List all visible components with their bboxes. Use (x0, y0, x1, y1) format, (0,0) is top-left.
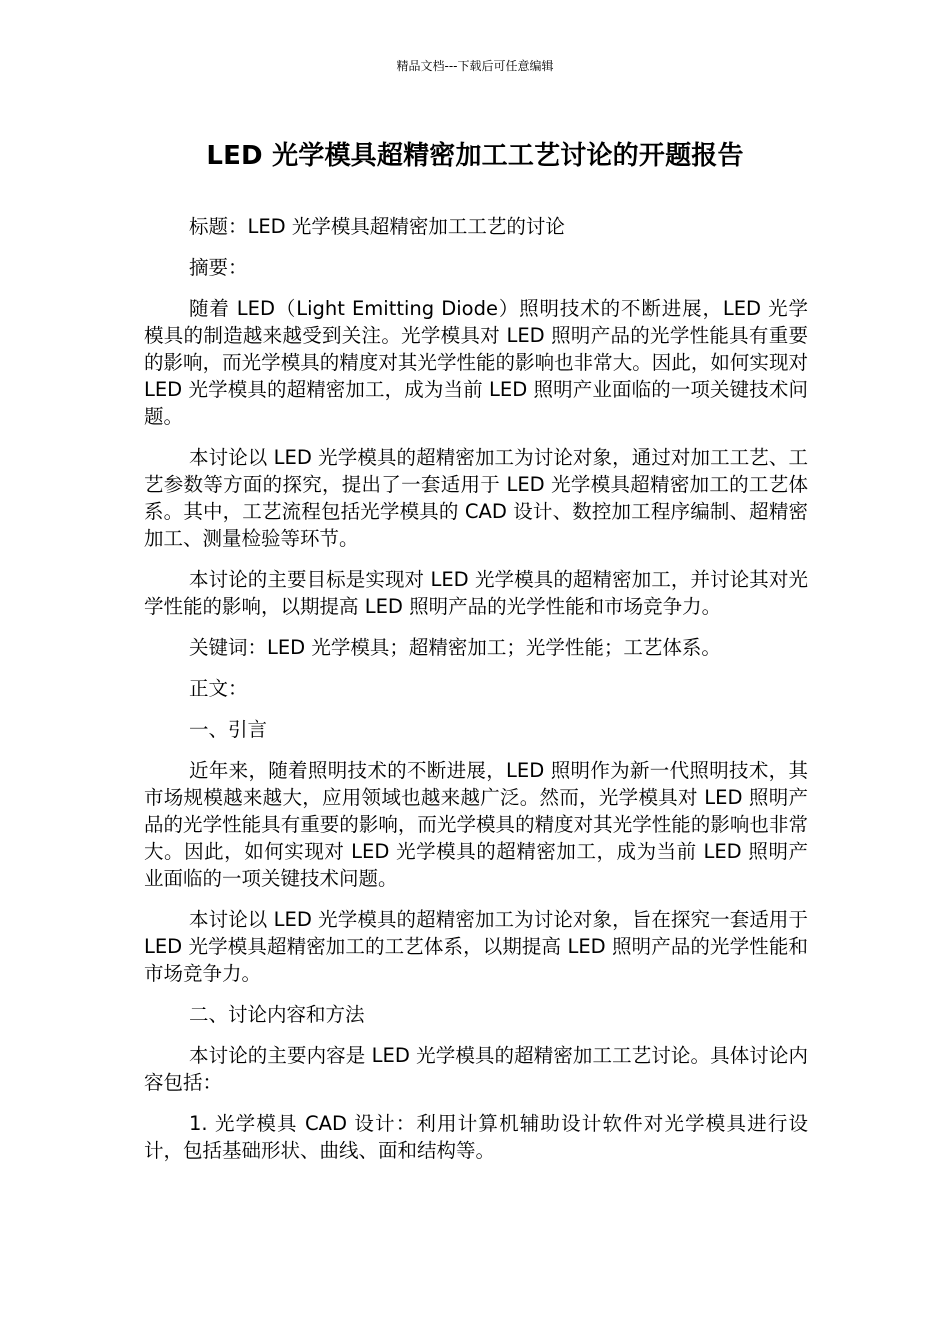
subject-line: 标题：LED 光学模具超精密加工工艺的讨论 (189, 215, 565, 238)
document-body (144, 213, 808, 1178)
keywords-line: 关键词：LED 光学模具；超精密加工；光学性能；工艺体系。 (189, 636, 721, 659)
body-paragraph: 本讨论以 LED 光学模具的超精密加工为讨论对象，旨在探究一套适用于 LED 光学模具超精密加工的工艺体系，以期提高 LED 照明产品的光学性能和市场竞争力。 (144, 908, 808, 985)
body-paragraph: 近年来，随着照明技术的不断进展，LED 照明作为新一代照明技术，其市场规模越来越大，应用领域也越来越广泛。然而，光学模具对 LED 照明产品的光学性能具有重要的影响，而光学模具的精度对其光学性能的影响也非常大。因此，如何实现对 LED 光学模具的超精密加工，成为当前 LED 照明产业面临的一项关键技术问题。 (144, 759, 808, 890)
section-heading: 二、讨论内容和方法 (189, 1003, 365, 1026)
body-paragraph: 本讨论的主要内容是 LED 光学模具的超精密加工工艺讨论。具体讨论内容包括： (144, 1044, 808, 1094)
body-heading: 正文： (189, 677, 248, 700)
abstract-paragraph: 本讨论以 LED 光学模具的超精密加工为讨论对象，通过对加工工艺、工艺参数等方面的探究，提出了一套适用于 LED 光学模具超精密加工的工艺体系。其中，工艺流程包括光学模具的 CAD 设计、数控加工程序编制、超精密加工、测量检验等环节。 (144, 446, 808, 550)
list-item: 1. 光学模具 CAD 设计：利用计算机辅助设计软件对光学模具进行设计，包括基础形状、曲线、面和结构等。 (144, 1112, 808, 1162)
document-title: LED 光学模具超精密加工工艺讨论的开题报告 (206, 141, 744, 171)
abstract-heading: 摘要： (189, 256, 248, 279)
abstract-paragraph: 随着 LED（Light Emitting Diode）照明技术的不断进展，LED 光学模具的制造越来越受到关注。光学模具对 LED 照明产品的光学性能具有重要的影响，而光学模具的精度对其光学性能的影响也非常大。因此，如何实现对 LED 光学模具的超精密加工，成为当前 LED 照明产业面临的一项关键技术问题。 (144, 297, 808, 428)
abstract-paragraph: 本讨论的主要目标是实现对 LED 光学模具的超精密加工，并讨论其对光学性能的影响，以期提高 LED 照明产品的光学性能和市场竞争力。 (144, 568, 808, 618)
header-note: 精品文档---下载后可任意编辑 (396, 59, 554, 73)
section-heading: 一、引言 (189, 718, 268, 741)
